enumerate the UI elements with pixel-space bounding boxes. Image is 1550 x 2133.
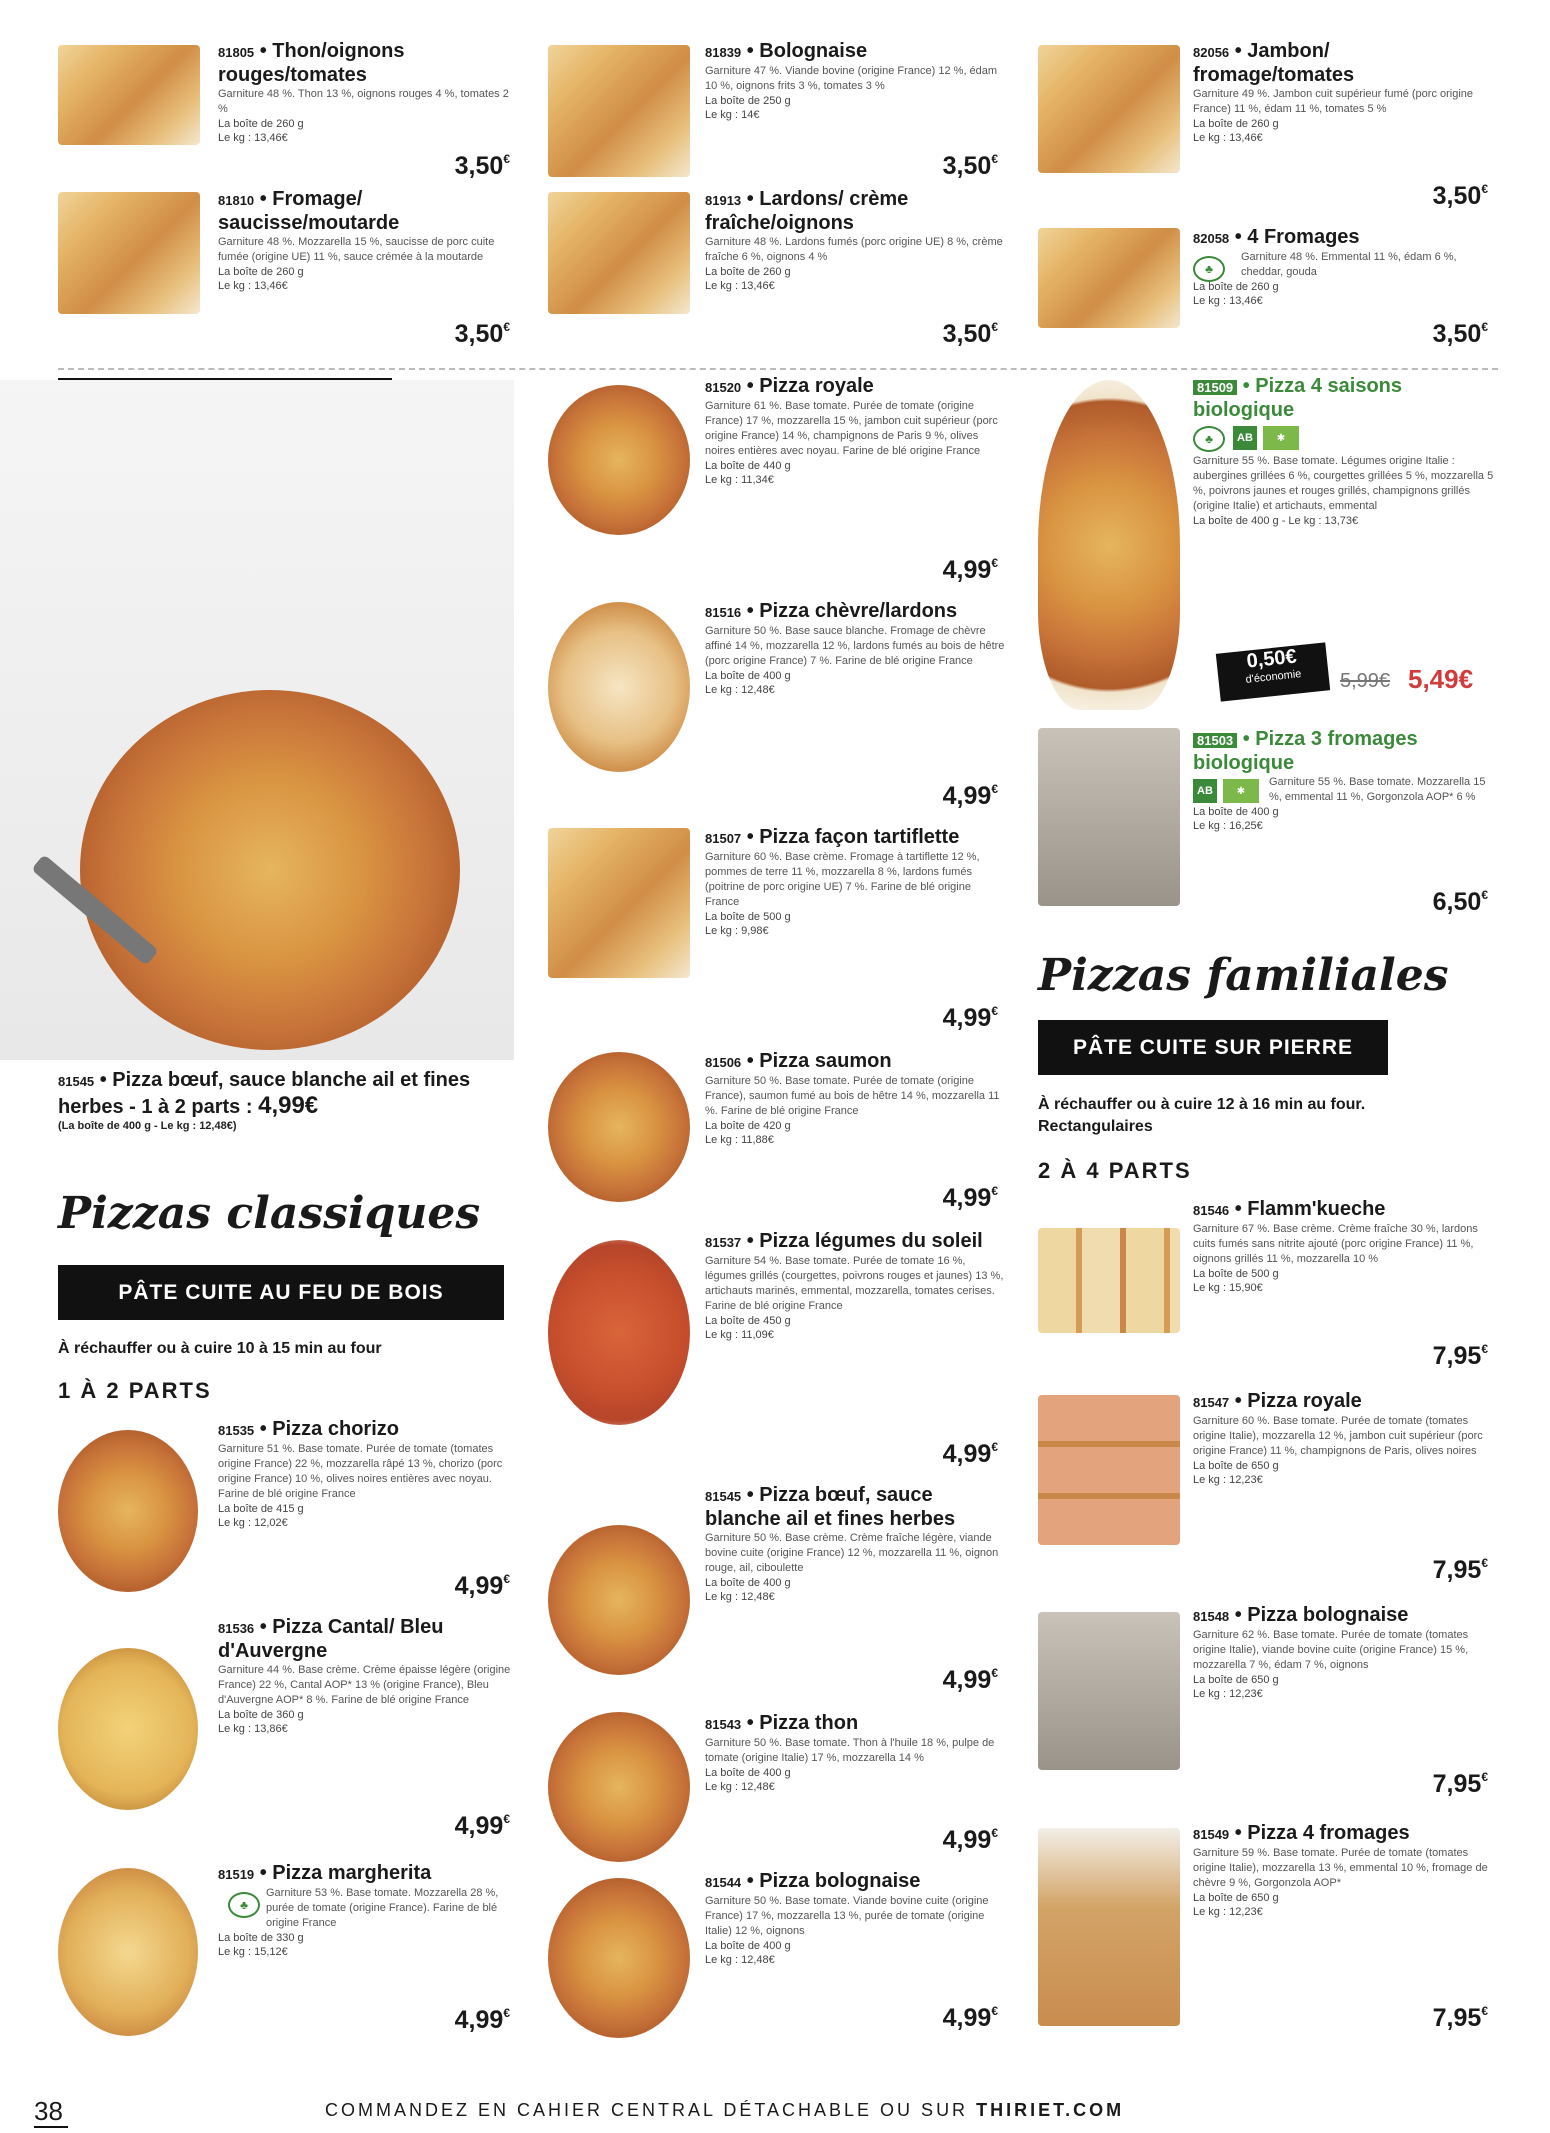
- product-81507: 81507 • Pizza façon tartiflette Garniture 60 %. Base crème. Fromage à tartiflette 12 %, pommes de terre 11 %, mozzarella 8 %, lardons fumés (poitrine de porc origine UE) 7 %. Farine de blé origine France La boîte de 500 g Le kg : 9,98€: [705, 826, 980, 937]
- product-81546: 81546 • Flamm'kueche Garniture 67 %. Base crème. Crème fraîche 30 %, lardons cuits fumés sans nitrite ajouté (porc origine France) 11 %, oignons grillés 11 %, mozzarella 10 % La boîte de 500 g Le kg : 15,90€: [1193, 1198, 1478, 1294]
- product-image-81913: [548, 192, 690, 314]
- price-81519: 4,99€: [454, 2006, 510, 2034]
- product-81549: 81549 • Pizza 4 fromages Garniture 59 %. Base tomate. Purée de tomate (tomates origine Italie), mozzarella 13 %, emmental 10 %, fromage de chèvre 9 %, Gorgonzola AOP* La boîte de 650 g Le kg : 12,23€: [1193, 1822, 1488, 1918]
- footer-text: COMMANDEZ EN CAHIER CENTRAL DÉTACHABLE OU SUR THIRIET.COM: [325, 2100, 1125, 2120]
- hero-pizza-image: [0, 380, 514, 1060]
- footer-site-link[interactable]: THIRIET.COM: [976, 2100, 1125, 2120]
- new-price: 5,49€: [1408, 664, 1474, 694]
- product-image-81547: [1038, 1395, 1180, 1545]
- hero-caption-price: 4,99€: [258, 1092, 319, 1119]
- price-81548: 7,95€: [1432, 1770, 1488, 1798]
- eu-organic-logo-icon: ✱: [1223, 779, 1259, 803]
- product-image-81543: [548, 1712, 690, 1862]
- price-81520: 4,99€: [942, 556, 998, 584]
- product-81535: 81535 • Pizza chorizo Garniture 51 %. Base tomate. Purée de tomate (tomates origine France) 22 %, mozzarella râpé 13 %, chorizo (porc origine France) 10 %, olives noires entières avec noyau. Farine de blé origine France La boîte de 415 g Le kg : 12,02€: [218, 1418, 503, 1529]
- product-81839: 81839 • Bolognaise Garniture 47 %. Viande bovine (origine France) 12 %, édam 10 %, oignons frits 3 %, tomates 3 % La boîte de 250 g Le kg : 14€: [705, 40, 998, 121]
- price-81913: 3,50€: [942, 320, 998, 348]
- product-image-82056: [1038, 45, 1180, 173]
- price-81503: 6,50€: [1432, 888, 1488, 916]
- product-image-81519: [58, 1868, 198, 2036]
- product-image-81516: [548, 602, 690, 772]
- price-81516: 4,99€: [942, 782, 998, 810]
- price-81507: 4,99€: [942, 1004, 998, 1032]
- old-price: 5,99€: [1340, 670, 1391, 692]
- bio-logo-icon: ♣: [1193, 256, 1225, 282]
- product-81547: 81547 • Pizza royale Garniture 60 %. Base tomate. Purée de tomate (tomates origine Italie), mozzarella 12 %, jambon cuit supérieur (porc origine France) 11 %, champignons de Paris, olives noires La boîte de 650 g Le kg : 12,23€: [1193, 1390, 1483, 1486]
- price-81535: 4,99€: [454, 1572, 510, 1600]
- bio-logo-icon: ♣: [1193, 426, 1225, 452]
- product-81544: 81544 • Pizza bolognaise Garniture 50 %. Base tomate. Viande bovine cuite (origine France) 17 %, mozzarella 13 %, purée de tomate (origine Italie) 12 %, oignons La boîte de 400 g Le kg : 12,48€: [705, 1870, 989, 1966]
- promo-badge: 0,50€ d'économie: [1216, 642, 1330, 701]
- price-82056: 3,50€: [1432, 182, 1488, 210]
- price-81544: 4,99€: [942, 2004, 998, 2032]
- product-image-81839: [548, 45, 690, 177]
- product-81536: 81536 • Pizza Cantal/ Bleu d'Auvergne Garniture 44 %. Base crème. Crème épaisse légère (origine France) 22 %, Cantal AOP* 13 % (origine France), Bleu d'Auvergne AOP* 8 %. Farine de blé origine France La boîte de 360 g Le kg : 13,86€: [218, 1616, 511, 1735]
- product-image-81509: [1038, 380, 1180, 710]
- product-image-81535: [58, 1430, 198, 1592]
- section-title-familiales: Pizzas familiales: [1038, 950, 1449, 1001]
- page-number: 38: [34, 2096, 63, 2126]
- price-81543: 4,99€: [942, 1826, 998, 1854]
- price-81839: 3,50€: [942, 152, 998, 180]
- ab-logo-icon: AB: [1233, 426, 1257, 450]
- product-81810: 81810 • Fromage/ saucisse/moutarde Garniture 48 %. Mozzarella 15 %, saucisse de porc cuite fumée (origine UE) 11 %, sauce crémée à la moutarde La boîte de 260 g Le kg : 13,46€: [218, 188, 495, 292]
- parts-classiques: 1 À 2 PARTS: [58, 1378, 212, 1403]
- price-82058: 3,50€: [1432, 320, 1488, 348]
- product-81545: 81545 • Pizza bœuf, sauce blanche ail et fines herbes Garniture 50 %. Base crème. Crème fraîche légère, viande bovine cuite (origine France) 12 %, mozzarella 11 %, oignon rouge, ail, ciboulette La boîte de 400 g Le kg : 12,48€: [705, 1484, 999, 1603]
- price-81547: 7,95€: [1432, 1556, 1488, 1584]
- product-81506: 81506 • Pizza saumon Garniture 50 %. Base tomate. Purée de tomate (origine France), saumon fumé au bois de hêtre 14 %, mozzarella 11 %. Farine de blé origine France La boîte de 420 g Le kg : 11,88€: [705, 1050, 1000, 1146]
- product-81543: 81543 • Pizza thon Garniture 50 %. Base tomate. Thon à l'huile 18 %, pulpe de tomate (origine Italie) 17 %, mozzarella 14 % La boîte de 400 g Le kg : 12,48€: [705, 1712, 995, 1793]
- product-image-81537: [548, 1240, 690, 1425]
- product-image-81536: [58, 1648, 198, 1810]
- product-image-81545: [548, 1525, 690, 1675]
- hero-caption: 81545 • Pizza bœuf, sauce blanche ail et fines herbes - 1 à 2 parts : 4,99€ (La boîte de 400 g - Le kg : 12,48€): [58, 1069, 471, 1132]
- product-image-82058: [1038, 228, 1180, 328]
- band-classiques: PÂTE CUITE AU FEU DE BOIS: [58, 1265, 504, 1320]
- section-divider: [58, 368, 1498, 370]
- product-81503: 81503 • Pizza 3 fromages biologique AB ✱ Garniture 55 %. Base tomate. Mozzarella 15 %, emmental 11 %, Gorgonzola AOP* 6 % La boîte de 400 g Le kg : 16,25€: [1193, 728, 1486, 832]
- product-82058: 82058 • 4 Fromages Garniture 48 %. Emmental 11 %, édam 6 %, cheddar, gouda ♣ La boîte de 260 g Le kg : 13,46€: [1193, 226, 1457, 307]
- product-image-81507: [548, 828, 690, 978]
- instructions-classiques: À réchauffer ou à cuire 10 à 15 min au four: [58, 1340, 382, 1357]
- product-image-81549: [1038, 1828, 1180, 2026]
- product-image-81520: [548, 385, 690, 535]
- price-81537: 4,99€: [942, 1440, 998, 1468]
- ab-logo-icon: AB: [1193, 779, 1217, 803]
- product-81913: 81913 • Lardons/ crème fraîche/oignons Garniture 48 %. Lardons fumés (porc origine UE) 8 %, crème fraîche 6 %, oignons 4 % La boîte de 260 g Le kg : 13,46€: [705, 188, 1003, 292]
- bio-logo-icon: ♣: [228, 1892, 260, 1918]
- price-81810: 3,50€: [454, 320, 510, 348]
- product-81509: 81509 • Pizza 4 saisons biologique ♣ AB ✱ Garniture 55 %. Base tomate. Légumes origine Italie : aubergines grillées 6 %, courgettes grillées 5 %, mozzarella 5 %, poivrons jaunes et rouges grillés, champignons grillés (origine Italie) et artichauts, emmental La boîte de 400 g - Le kg : 13,73€: [1193, 375, 1494, 527]
- product-81520: 81520 • Pizza royale Garniture 61 %. Base tomate. Purée de tomate (origine France) 17 %, mozzarella 15 %, jambon cuit supérieur (porc origine France) 14 %, champignons de Paris 9 %, olives noires entières avec noyau. Farine de blé origine France La boîte de 440 g Le kg : 11,34€: [705, 375, 998, 486]
- product-image-81546: [1038, 1228, 1180, 1333]
- product-image-81544: [548, 1878, 690, 2038]
- page-number-rule: [34, 2126, 68, 2128]
- section-title-classiques: Pizzas classiques: [58, 1188, 481, 1239]
- product-image-81506: [548, 1052, 690, 1202]
- price-81536: 4,99€: [454, 1812, 510, 1840]
- product-82056: 82056 • Jambon/ fromage/tomates Garniture 49 %. Jambon cuit supérieur fumé (porc origine France) 11 %, édam 11 %, tomates 5 % La boîte de 260 g Le kg : 13,46€: [1193, 40, 1474, 144]
- parts-familiales: 2 À 4 PARTS: [1038, 1158, 1192, 1183]
- product-81805: 81805 • Thon/oignons rouges/tomates Garniture 48 %. Thon 13 %, oignons rouges 4 %, tomates 2 % La boîte de 260 g Le kg : 13,46€: [218, 40, 509, 144]
- product-image-81548: [1038, 1612, 1180, 1770]
- hero-pizza: [80, 690, 460, 1050]
- product-image-81805: [58, 45, 200, 145]
- eu-organic-logo-icon: ✱: [1263, 426, 1299, 450]
- product-81516: 81516 • Pizza chèvre/lardons Garniture 50 %. Base sauce blanche. Fromage de chèvre affiné 14 %, mozzarella 12 %, lardons fumés au bois de hêtre (porc origine France) 7 %. Farine de blé origine France La boîte de 400 g Le kg : 12,48€: [705, 600, 1005, 696]
- price-81545: 4,99€: [942, 1666, 998, 1694]
- band-familiales: PÂTE CUITE SUR PIERRE: [1038, 1020, 1388, 1075]
- product-81519: 81519 • Pizza margherita ♣ Garniture 53 %. Base tomate. Mozzarella 28 %, purée de tomate (origine France). Farine de blé origine France La boîte de 330 g Le kg : 15,12€: [218, 1862, 499, 1958]
- product-image-81810: [58, 192, 200, 314]
- price-81549: 7,95€: [1432, 2004, 1488, 2032]
- product-81548: 81548 • Pizza bolognaise Garniture 62 %. Base tomate. Purée de tomate (tomates origine Italie), viande bovine cuite (origine France) 15 %, mozzarella 7 %, édam 7 %, oignons La boîte de 650 g Le kg : 12,23€: [1193, 1604, 1469, 1700]
- instructions-familiales: À réchauffer ou à cuire 12 à 16 min au four. Rectangulaires: [1038, 1096, 1366, 1135]
- price-81546: 7,95€: [1432, 1342, 1488, 1370]
- price-81805: 3,50€: [454, 152, 510, 180]
- product-81537: 81537 • Pizza légumes du soleil Garniture 54 %. Base tomate. Purée de tomate 16 %, légumes grillés (courgettes, poivrons rouges et jaunes) 13 %, artichauts marinés, emmental, mozzarella, tomates cerises. Farine de blé origine France La boîte de 450 g Le kg : 11,09€: [705, 1230, 1004, 1341]
- product-image-81503: [1038, 728, 1180, 906]
- price-81506: 4,99€: [942, 1184, 998, 1212]
